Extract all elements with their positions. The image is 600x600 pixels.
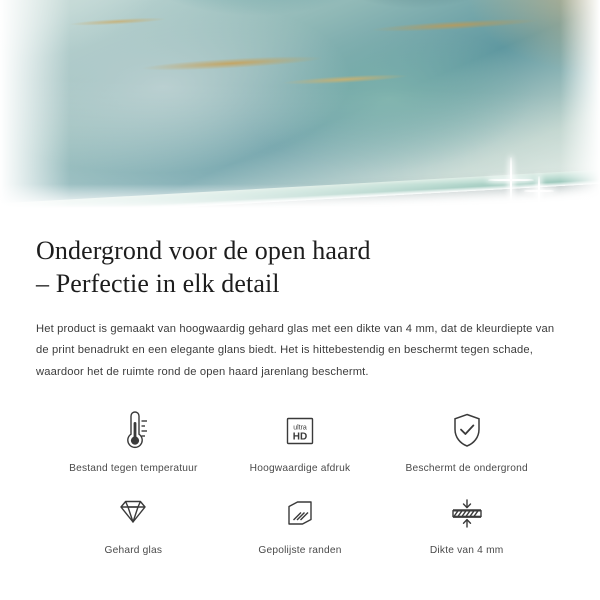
thickness-arrows-icon bbox=[444, 490, 490, 536]
polished-edges-icon bbox=[280, 490, 320, 536]
ultra-hd-icon bbox=[280, 408, 320, 454]
feature-label: Beschermt de ondergrond bbox=[405, 463, 528, 475]
diamond-icon bbox=[110, 490, 156, 536]
hero-image bbox=[0, 0, 600, 218]
feature-label: Gehard glas bbox=[104, 545, 163, 557]
glass-panel-artwork bbox=[0, 0, 600, 218]
shield-check-icon bbox=[447, 408, 487, 454]
feature-label: Gepolijste randen bbox=[258, 545, 342, 557]
feature-item-surface-protection bbox=[383, 408, 550, 474]
content-section bbox=[0, 235, 600, 556]
feature-label: Bestand tegen temperatuur bbox=[69, 463, 198, 475]
feature-item-polished-edges bbox=[217, 490, 384, 556]
headline-line-1: Ondergrond voor de open haard bbox=[36, 236, 371, 265]
feature-item-thickness bbox=[383, 490, 550, 556]
feature-grid bbox=[36, 408, 564, 556]
svg-text:HD: HD bbox=[292, 431, 308, 443]
description-paragraph: Het product is gemaakt van hoogwaardig gehard glas met een dikte van 4 mm, dat de kleurdiepte van de print benadrukt en een elegante glans biedt. Het is hittebestendig en beschermt tegen schade, waardoor het de ruimte rond de open haard jarenlang beschermt. bbox=[36, 322, 555, 379]
feature-label: Hoogwaardige afdruk bbox=[249, 463, 351, 475]
page-title bbox=[36, 235, 466, 301]
feature-item-print-quality bbox=[217, 408, 384, 474]
feature-item-temperature bbox=[50, 408, 217, 474]
hero-fade-bottom bbox=[0, 184, 600, 218]
svg-text:ultra: ultra bbox=[293, 424, 307, 432]
thermometer-icon bbox=[111, 408, 155, 454]
feature-label: Dikte van 4 mm bbox=[429, 545, 504, 557]
feature-item-tempered-glass bbox=[50, 490, 217, 556]
headline-line-2: – Perfectie in elk detail bbox=[36, 268, 280, 298]
